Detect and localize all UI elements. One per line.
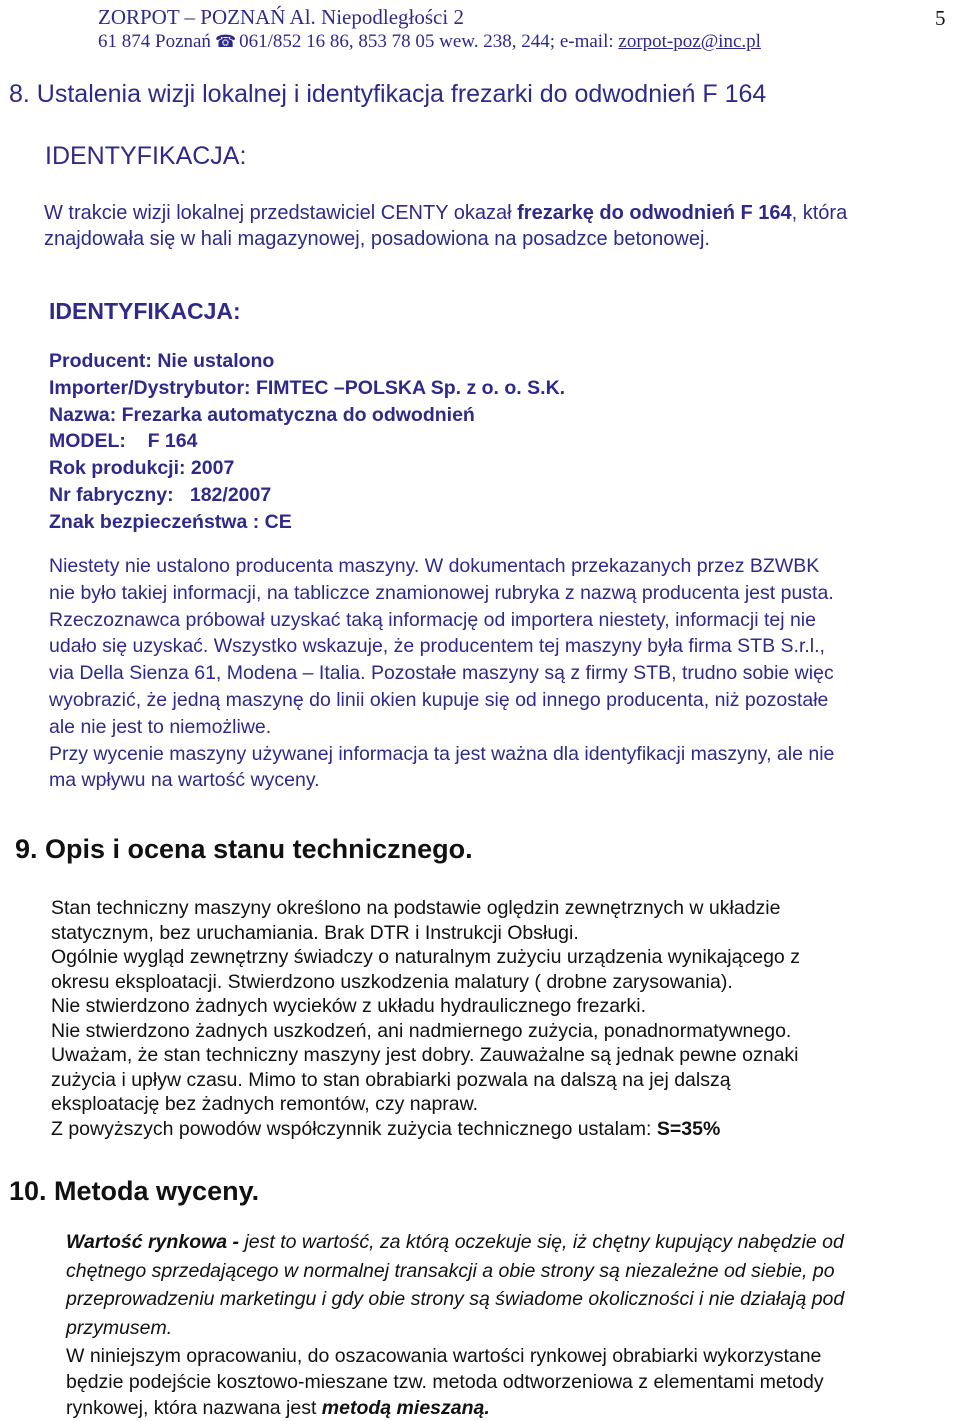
id-line: Importer/Dystrybutor: FIMTEC –POLSKA Sp. z o. o. S.K. <box>49 376 566 399</box>
note-line: via Della Sienza 61, Modena – Italia. Pozostałe maszyny są z firmy STB, trudno sobie więc <box>49 662 834 685</box>
letterhead <box>98 4 761 54</box>
condition-line: Ogólnie wygląd zewnętrzny świadczy o naturalnym zużyciu urządzenia wynikającego z <box>51 946 800 968</box>
note-line: nie było takiej informacji, na tabliczce znamionowej rubryka z nazwą producenta jest pusta. <box>49 581 834 604</box>
condition-line: Uważam, że stan techniczny maszyny jest dobry. Zauważalne są jednak pewne oznaki <box>51 1044 799 1066</box>
letterhead-contact <box>98 30 761 54</box>
id-line: Nazwa: Frezarka automatyczna do odwodnień <box>49 403 475 426</box>
note-line: wyobrazić, że jedną maszynę do linii okien kupuje się od innego producenta, niż pozostałe <box>49 688 829 711</box>
method-text: rynkowej, która nazwana jest <box>66 1397 322 1419</box>
condition-line: okresu eksploatacji. Stwierdzono uszkodzenia malatury ( drobne zarysowania). <box>51 970 733 993</box>
note-line: Rzeczoznawca próbował uzyskać taką informację od importera niestety, informacji tej nie <box>49 608 816 631</box>
condition-line: Nie stwierdzono żadnych uszkodzeń, ani nadmiernego zużycia, ponadnormatywnego. <box>51 1019 792 1042</box>
intro-bold: frezarkę do odwodnień F 164 <box>517 202 792 224</box>
intro-pre: W trakcie wizji lokalnej przedstawiciel CENTY okazał <box>44 202 518 224</box>
method-line: będzie podejście kosztowo-mieszane tzw. metoda odtworzeniowa z elementami metody <box>66 1371 824 1393</box>
note-line: ma wpływu na wartość wyceny. <box>49 769 320 792</box>
method-line: W niniejszym opracowaniu, do oszacowania wartości rynkowej obrabiarki wykorzystane <box>66 1345 822 1367</box>
technical-condition-paragraph <box>51 896 800 1141</box>
definition-term: Wartość rynkowa - <box>66 1231 240 1253</box>
intro-paragraph <box>44 200 949 252</box>
condition-line: statycznym, bez uruchamiania. Brak DTR i Instrukcji Obsługi. <box>51 921 579 944</box>
definition-line <box>66 1228 844 1257</box>
phone-icon: ☎ <box>214 32 237 51</box>
identification-label: IDENTYFIKACJA: <box>45 142 247 170</box>
page-number: 5 <box>935 6 946 30</box>
letterhead-address: ZORPOT – POZNAŃ Al. Niepodległości 2 <box>98 5 464 29</box>
method-name: metodą mieszaną. <box>321 1397 490 1419</box>
note-line: udało się uzyskać. Wszystko wskazuje, że producentem tej maszyny była firma STB S.r.l., <box>49 635 825 658</box>
definition-line: chętnego sprzedającego w normalnej transakcji a obie strony są niezależne od siebie, po <box>66 1259 835 1282</box>
note-line: Niestety nie ustalono producenta maszyny. W dokumentach przekazanych przez BZWBK <box>49 555 820 577</box>
note-line: ale nie jest to niemożliwe. <box>49 715 272 738</box>
id-line: MODEL: F 164 <box>49 430 198 453</box>
condition-line: Nie stwierdzono żadnych wycieków z układu hydraulicznego frezarki. <box>51 995 647 1017</box>
notes-paragraph <box>49 553 834 794</box>
letterhead-phones: 061/852 16 86, 853 78 05 wew. 238, 244; e-mail: <box>239 31 619 52</box>
section-10-heading: 10. Metoda wyceny. <box>9 1176 260 1206</box>
wear-coefficient-text: Z powyższych powodów współczynnik zużycia technicznego ustalam: <box>51 1117 657 1140</box>
method-line <box>66 1395 824 1421</box>
section-8-heading: 8. Ustalenia wizji lokalnej i identyfikacja frezarki do odwodnień F 164 <box>9 80 767 108</box>
definition-line: przymusem. <box>66 1316 173 1339</box>
id-line: Nr fabryczny: 182/2007 <box>49 483 272 506</box>
email-link[interactable]: zorpot-poz@inc.pl <box>618 31 761 52</box>
condition-line: Stan techniczny maszyny określono na podstawie oględzin zewnętrznych w układzie <box>51 897 781 919</box>
id-line: Znak bezpieczeństwa : CE <box>49 510 292 533</box>
condition-line: zużycia i upływ czasu. Mimo to stan obrabiarki pozwala na dalszą na jej dalszą <box>51 1068 731 1091</box>
identification-list <box>49 348 565 536</box>
id-line: Rok produkcji: 2007 <box>49 457 235 480</box>
note-line: Przy wycenie maszyny używanej informacja ta jest ważna dla identyfikacji maszyny, ale nie <box>49 742 835 765</box>
wear-coefficient-line <box>51 1117 800 1142</box>
market-value-definition <box>66 1228 844 1342</box>
letterhead-city: 61 874 Poznań <box>98 31 211 52</box>
section-9-heading: 9. Opis i ocena stanu technicznego. <box>15 834 473 864</box>
definition-line: przeprowadzeniu marketingu i gdy obie strony są świadome okoliczności i nie działają pod <box>66 1288 845 1310</box>
condition-line: eksploatację bez żadnych remontów, czy napraw. <box>51 1093 479 1115</box>
wear-coefficient-value: S=35% <box>656 1117 721 1140</box>
intro-post: , która znajdowała się w hali magazynowej, posadowiona na posadzce betonowej. <box>44 202 848 250</box>
identification-label-2: IDENTYFIKACJA: <box>49 298 241 324</box>
id-line: Producent: Nie ustalono <box>49 350 275 372</box>
definition-text: jest to wartość, za którą oczekuje się, iż chętny kupujący nabędzie od <box>239 1231 844 1253</box>
method-paragraph <box>66 1343 824 1421</box>
